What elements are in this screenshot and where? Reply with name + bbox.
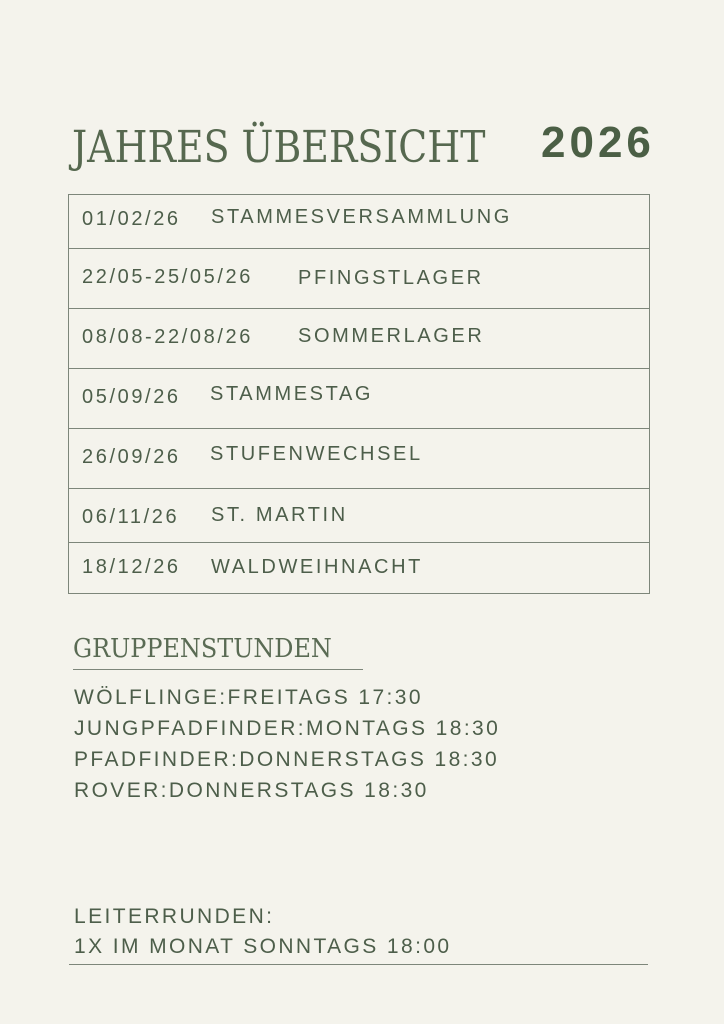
event-name: ST. MARTIN (211, 504, 348, 526)
event-row (69, 543, 649, 593)
event-row (69, 429, 649, 489)
group-schedule-line: ROVER:DONNERSTAGS 18:30 (74, 779, 429, 802)
event-date: 26/09/26 (82, 446, 181, 468)
title-year: 2026 (541, 118, 655, 167)
event-date: 06/11/26 (82, 506, 180, 528)
event-row (69, 249, 649, 309)
leaders-schedule: 1X IM MONAT SONNTAGS 18:00 (74, 935, 452, 958)
groups-heading: GRUPPENSTUNDEN (73, 634, 332, 664)
group-schedule-line: WÖLFLINGE:FREITAGS 17:30 (74, 686, 423, 709)
event-name: SOMMERLAGER (298, 325, 485, 347)
event-row (69, 195, 649, 249)
event-date: 01/02/26 (82, 208, 181, 230)
group-schedule-line: JUNGPFADFINDER:MONTAGS 18:30 (74, 717, 501, 740)
event-name: STUFENWECHSEL (210, 443, 423, 465)
group-schedule-line: PFADFINDER:DONNERSTAGS 18:30 (74, 748, 500, 771)
events-table (68, 194, 650, 594)
leaders-label: LEITERRUNDEN: (74, 905, 275, 928)
event-date: 18/12/26 (82, 556, 181, 578)
event-row (69, 309, 649, 369)
event-date: 05/09/26 (82, 386, 181, 408)
event-date: 08/08-22/08/26 (82, 326, 253, 348)
event-row (69, 369, 649, 429)
page-title (72, 118, 672, 178)
event-date: 22/05-25/05/26 (82, 266, 253, 288)
event-name: STAMMESVERSAMMLUNG (211, 206, 512, 228)
bottom-divider (69, 964, 648, 965)
event-row (69, 489, 649, 543)
event-name: PFINGSTLAGER (298, 267, 484, 289)
groups-heading-underline (73, 669, 363, 670)
event-name: STAMMESTAG (210, 383, 374, 405)
title-text: JAHRES ÜBERSICHT (72, 122, 486, 173)
event-name: WALDWEIHNACHT (211, 556, 423, 578)
